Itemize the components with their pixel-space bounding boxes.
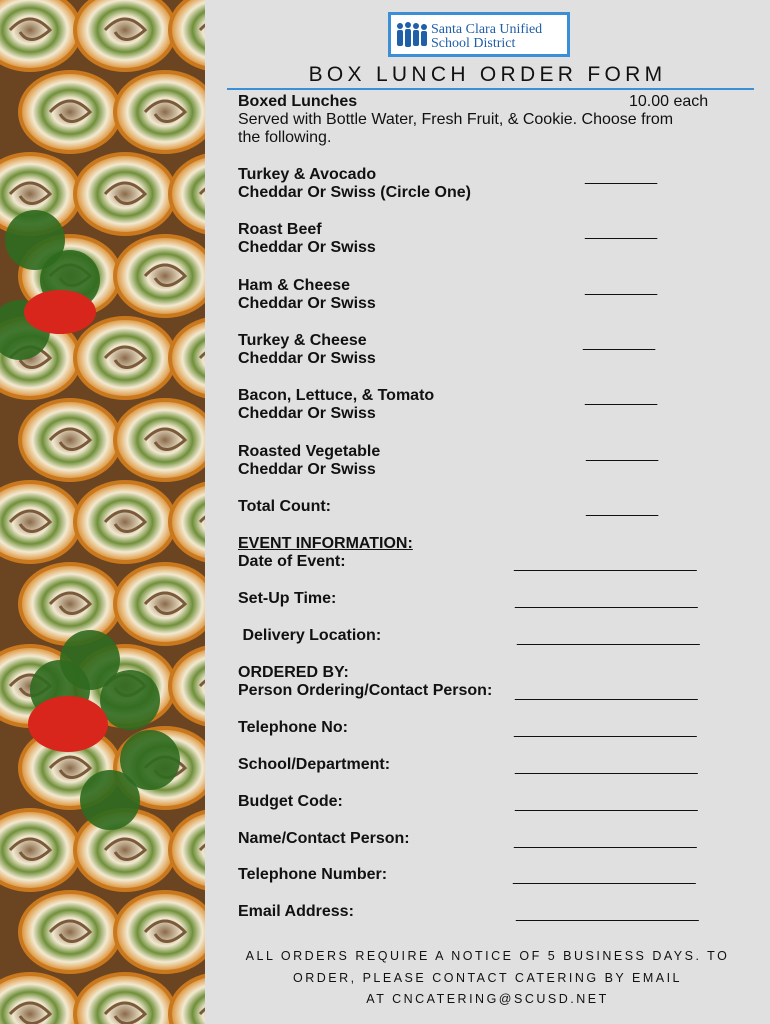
field-label: Date of Event: xyxy=(238,553,346,570)
delivery-location-field[interactable]: _______________________ xyxy=(517,629,699,646)
menu-item-cheese: Cheddar Or Swiss (Circle One) xyxy=(238,184,471,201)
field-label: Delivery Location: xyxy=(238,627,382,644)
menu-item-name: Roasted Vegetable xyxy=(238,443,381,460)
field-label: Email Address: xyxy=(238,903,354,920)
footer-line-2: ORDER, PLEASE CONTACT CATERING BY EMAIL xyxy=(293,970,682,985)
quantity-field[interactable]: _________ xyxy=(585,223,657,240)
quantity-field[interactable]: _________ xyxy=(585,279,657,296)
field-label: Name/Contact Person: xyxy=(238,830,410,847)
logo-line-1: Santa Clara Unified xyxy=(431,22,543,37)
food-photo xyxy=(0,0,205,1024)
person-ordering-field[interactable]: _______________________ xyxy=(515,684,697,701)
boxed-lunches-heading: Boxed Lunches xyxy=(238,93,358,110)
field-label: Person Ordering/Contact Person: xyxy=(238,682,493,699)
title-divider xyxy=(227,88,754,90)
event-info-heading: EVENT INFORMATION: xyxy=(238,535,413,552)
pinwheel-wraps-illustration xyxy=(0,0,205,1024)
form-title: BOX LUNCH ORDER FORM xyxy=(308,63,667,86)
telephone-no-field[interactable]: _______________________ xyxy=(514,721,696,738)
field-label: Budget Code: xyxy=(238,793,343,810)
district-logo xyxy=(388,12,570,57)
intro-description-2: the following. xyxy=(238,129,332,146)
people-icon xyxy=(395,21,429,51)
menu-item-cheese: Cheddar Or Swiss xyxy=(238,295,376,312)
email-address-field[interactable]: _______________________ xyxy=(516,905,698,922)
field-label: Telephone No: xyxy=(238,719,348,736)
menu-item-cheese: Cheddar Or Swiss xyxy=(238,405,376,422)
quantity-field[interactable]: _________ xyxy=(586,445,658,462)
school-department-field[interactable]: _______________________ xyxy=(515,758,697,775)
menu-item-name: Bacon, Lettuce, & Tomato xyxy=(238,387,435,404)
menu-item-cheese: Cheddar Or Swiss xyxy=(238,350,376,367)
quantity-field[interactable]: _________ xyxy=(585,168,657,185)
ordered-by-heading: ORDERED BY: xyxy=(238,664,349,681)
setup-time-field[interactable]: _______________________ xyxy=(515,592,697,609)
footer-line-3: AT CNCATERING@SCUSD.NET xyxy=(366,992,609,1006)
footer-line-1: ALL ORDERS REQUIRE A NOTICE OF 5 BUSINESS DAYS. TO xyxy=(245,949,730,963)
logo-line-2: School District xyxy=(431,36,516,51)
intro-description-1: Served with Bottle Water, Fresh Fruit, & Cookie. Choose from xyxy=(238,111,674,128)
menu-item-cheese: Cheddar Or Swiss xyxy=(238,239,376,256)
menu-item-name: Turkey & Avocado xyxy=(238,166,377,183)
menu-item-cheese: Cheddar Or Swiss xyxy=(238,461,376,478)
quantity-field[interactable]: _________ xyxy=(585,389,657,406)
date-of-event-field[interactable]: _______________________ xyxy=(514,555,696,572)
budget-code-field[interactable]: _______________________ xyxy=(515,795,697,812)
total-count-label: Total Count: xyxy=(238,498,332,515)
total-count-field[interactable]: _________ xyxy=(586,500,658,517)
footer-notice xyxy=(225,946,750,1011)
name-contact-field[interactable]: _______________________ xyxy=(514,832,696,849)
telephone-number-field[interactable]: _______________________ xyxy=(513,868,695,885)
field-label: Set-Up Time: xyxy=(238,590,337,607)
order-form xyxy=(205,0,770,1024)
field-label: Telephone Number: xyxy=(238,866,388,883)
menu-item-name: Turkey & Cheese xyxy=(238,332,367,349)
quantity-field[interactable]: _________ xyxy=(583,334,655,351)
field-label: School/Department: xyxy=(238,756,391,773)
menu-item-name: Ham & Cheese xyxy=(238,277,351,294)
menu-item-name: Roast Beef xyxy=(238,221,322,238)
price-label: 10.00 each xyxy=(629,93,709,110)
